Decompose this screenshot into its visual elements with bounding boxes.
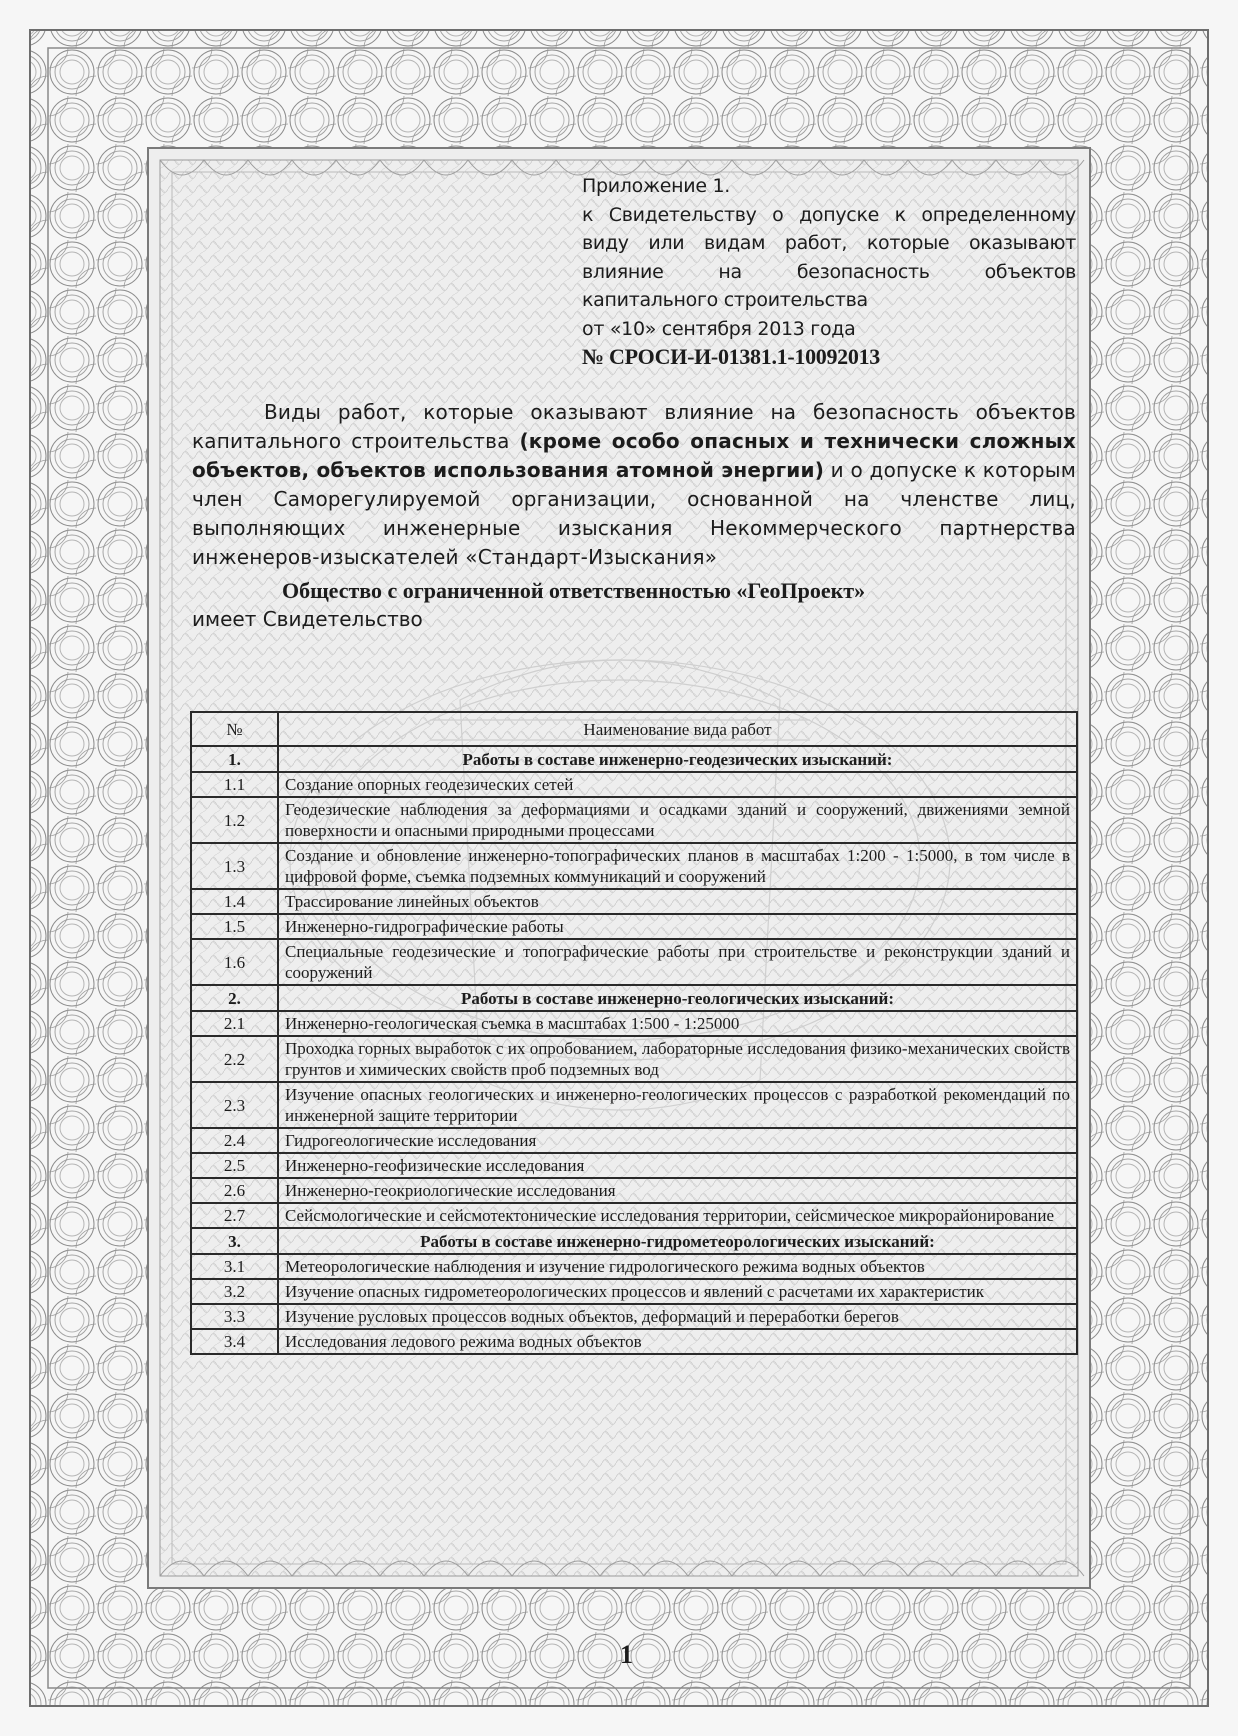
table-row <box>191 1279 1077 1304</box>
section-row <box>191 1228 1077 1254</box>
section-title: Работы в составе инженерно-гидрометеорологических изысканий: <box>278 1228 1077 1254</box>
appendix-line: капитального строительства <box>582 289 868 311</box>
intro-paragraph <box>192 398 1076 572</box>
company-name: Общество с ограниченной ответственностью «ГеоПроект» <box>282 577 866 603</box>
section-row <box>191 746 1077 772</box>
appendix-title: Приложение 1. <box>582 175 730 197</box>
work-number: 2.2 <box>191 1036 278 1082</box>
work-number: 2.4 <box>191 1128 278 1153</box>
work-number: 3.2 <box>191 1279 278 1304</box>
work-number: 2.3 <box>191 1082 278 1128</box>
work-number: 2.5 <box>191 1153 278 1178</box>
work-name: Инженерно-геологическая съемка в масштабах 1:500 - 1:25000 <box>278 1011 1077 1036</box>
header-num: № <box>191 712 278 746</box>
work-name: Инженерно-геокриологические исследования <box>278 1178 1077 1203</box>
table-row <box>191 889 1077 914</box>
work-number: 1.1 <box>191 772 278 797</box>
appendix-date: от «10» сентября 2013 года <box>582 317 856 340</box>
intro-text: Виды работ, которые оказывают влияние на безопасность объектов капитального строительства <box>192 399 1076 453</box>
table-row <box>191 1128 1077 1153</box>
work-name: Трассирование линейных объектов <box>278 889 1077 914</box>
work-number: 1.5 <box>191 914 278 939</box>
works-table-body <box>191 746 1077 1354</box>
appendix-line: виду или видам работ, которые оказывают <box>582 232 1076 254</box>
section-number: 2. <box>191 985 278 1011</box>
work-name: Инженерно-гидрографические работы <box>278 914 1077 939</box>
work-number: 3.3 <box>191 1304 278 1329</box>
section-number: 3. <box>191 1228 278 1254</box>
work-name: Геодезические наблюдения за деформациями и осадками зданий и сооружений, движениями земной поверхности и опасными природными процессами <box>278 797 1077 843</box>
work-name: Сейсмологические и сейсмотектонические исследования территории, сейсмическое микрорайонирование <box>278 1203 1077 1228</box>
intro-text-end: и о допуске к которым член Саморегулируемой организации, основанной на членстве лиц, выполняющих инженерные изыскания Некоммерческого партнерства инженеров-изыскателей «Стандарт-Изыскания» <box>192 457 1076 569</box>
section-title: Работы в составе инженерно-геодезических изысканий: <box>278 746 1077 772</box>
table-row <box>191 1329 1077 1354</box>
document-body <box>192 172 1076 632</box>
work-number: 3.1 <box>191 1254 278 1279</box>
table-row <box>191 1178 1077 1203</box>
appendix-header <box>582 172 1076 372</box>
work-number: 2.6 <box>191 1178 278 1203</box>
work-name: Гидрогеологические исследования <box>278 1128 1077 1153</box>
table-row <box>191 914 1077 939</box>
work-name: Изучение русловых процессов водных объектов, деформаций и переработки берегов <box>278 1304 1077 1329</box>
holds-certificate-text: имеет Свидетельство <box>192 606 423 631</box>
appendix-line: к Свидетельству о допуске к определенному <box>582 203 1076 226</box>
table-row <box>191 1082 1077 1128</box>
section-row <box>191 985 1077 1011</box>
works-table <box>190 711 1078 1355</box>
table-row <box>191 1036 1077 1082</box>
table-row <box>191 797 1077 843</box>
table-row <box>191 1304 1077 1329</box>
section-title: Работы в составе инженерно-геологических изысканий: <box>278 985 1077 1011</box>
work-name: Метеорологические наблюдения и изучение гидрологического режима водных объектов <box>278 1254 1077 1279</box>
header-name: Наименование вида работ <box>278 712 1077 746</box>
work-name: Специальные геодезические и топографические работы при строительстве и реконструкции зданий и сооружений <box>278 939 1077 985</box>
table-row <box>191 939 1077 985</box>
work-name: Изучение опасных геологических и инженерно-геологических процессов с разработкой рекомендаций по инженерной защите территории <box>278 1082 1077 1128</box>
work-number: 1.2 <box>191 797 278 843</box>
work-name: Создание опорных геодезических сетей <box>278 772 1077 797</box>
table-header-row <box>191 712 1077 746</box>
work-name: Инженерно-геофизические исследования <box>278 1153 1077 1178</box>
table-row <box>191 1254 1077 1279</box>
intro-bold-text: (кроме особо опасных и технически сложных объектов, объектов использования атомной энергии) <box>192 428 1076 482</box>
work-number: 1.6 <box>191 939 278 985</box>
work-number: 3.4 <box>191 1329 278 1354</box>
table-row <box>191 843 1077 889</box>
work-name: Создание и обновление инженерно-топографических планов в масштабах 1:200 - 1:5000, в том числе в цифровой форме, съемка подземных коммуникаций и сооружений <box>278 843 1077 889</box>
work-number: 1.3 <box>191 843 278 889</box>
table-row <box>191 1203 1077 1228</box>
certificate-number: № СРОСИ-И-01381.1-10092013 <box>582 344 880 369</box>
appendix-line: влияние на безопасность объектов <box>582 260 1076 283</box>
work-name: Исследования ледового режима водных объектов <box>278 1329 1077 1354</box>
page-number: 1 <box>620 1640 633 1669</box>
work-name: Проходка горных выработок с их опробованием, лабораторные исследования физико-механических свойств грунтов и химических свойств проб подземных вод <box>278 1036 1077 1082</box>
table-row <box>191 1153 1077 1178</box>
work-name: Изучение опасных гидрометеорологических процессов и явлений с расчетами их характеристик <box>278 1279 1077 1304</box>
work-number: 2.1 <box>191 1011 278 1036</box>
table-row <box>191 1011 1077 1036</box>
section-number: 1. <box>191 746 278 772</box>
work-number: 1.4 <box>191 889 278 914</box>
table-row <box>191 772 1077 797</box>
work-number: 2.7 <box>191 1203 278 1228</box>
